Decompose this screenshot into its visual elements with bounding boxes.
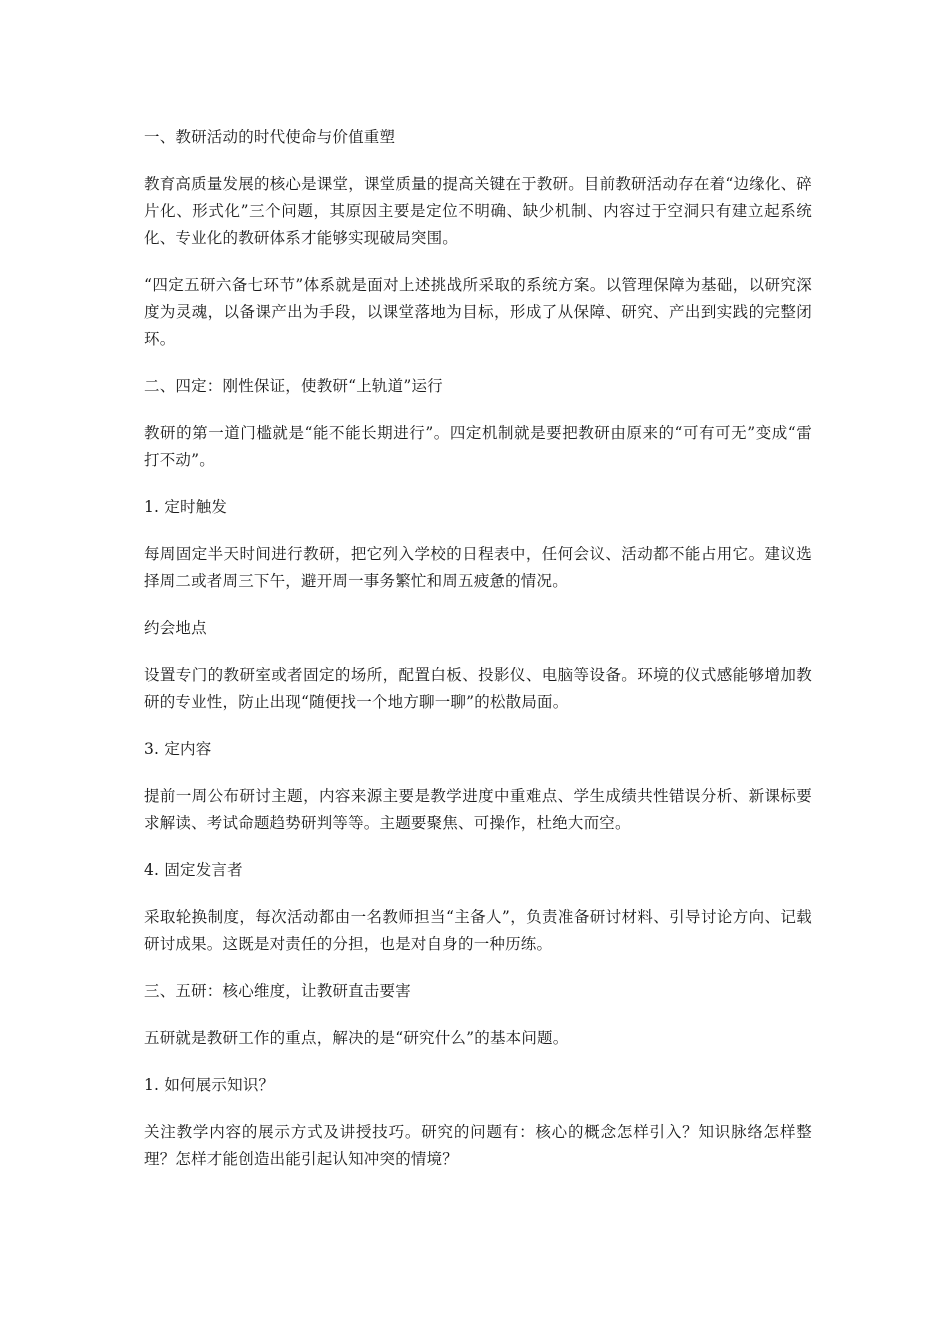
section-heading-1: 一、教研活动的时代使命与价值重塑 [144,128,396,146]
document-body [144,124,812,1193]
subheading-1: 1. 定时触发 [144,498,228,516]
paragraph-5: 设置专门的教研室或者固定的场所，配置白板、投影仪、电脑等设备。环境的仪式感能够增加教研的专业性，防止出现“随便找一个地方聊一聊”的松散局面。 [144,666,812,711]
paragraph-4: 每周固定半天时间进行教研，把它列入学校的日程表中，任何会议、活动都不能占用它。建议选择周二或者周三下午，避开周一事务繁忙和周五疲惫的情况。 [144,545,812,590]
paragraph-2: “四定五研六备七环节”体系就是面对上述挑战所采取的系统方案。以管理保障为基础，以研究深度为灵魂，以备课产出为手段，以课堂落地为目标，形成了从保障、研究、产出到实践的完整闭环。 [144,276,812,348]
subheading-5: 1. 如何展示知识？ [144,1076,275,1094]
subheading-2: 约会地点 [144,619,207,637]
paragraph-1: 教育高质量发展的核心是课堂，课堂质量的提高关键在于教研。目前教研活动存在着“边缘化、碎片化、形式化”三个问题，其原因主要是定位不明确、缺少机制、内容过于空洞只有建立起系统化、专业化的教研体系才能够实现破局突围。 [144,175,812,247]
subheading-4: 4. 固定发言者 [144,861,243,879]
paragraph-8: 五研就是教研工作的重点，解决的是“研究什么”的基本问题。 [144,1029,569,1047]
paragraph-6: 提前一周公布研讨主题，内容来源主要是教学进度中重难点、学生成绩共性错误分析、新课标要求解读、考试命题趋势研判等等。主题要聚焦、可操作，杜绝大而空。 [144,787,812,832]
subheading-3: 3. 定内容 [144,740,212,758]
section-heading-2: 二、四定：刚性保证，使教研“上轨道”运行 [144,377,443,395]
paragraph-7: 采取轮换制度，每次活动都由一名教师担当“主备人”，负责准备研讨材料、引导讨论方向、记载研讨成果。这既是对责任的分担，也是对自身的一种历练。 [144,908,812,953]
section-heading-3: 三、五研：核心维度，让教研直击要害 [144,982,411,1000]
paragraph-9: 关注教学内容的展示方式及讲授技巧。研究的问题有：核心的概念怎样引入？知识脉络怎样整理？怎样才能创造出能引起认知冲突的情境？ [144,1123,812,1168]
paragraph-3: 教研的第一道门槛就是“能不能长期进行”。四定机制就是要把教研由原来的“可有可无”变成“雷打不动”。 [144,424,812,469]
